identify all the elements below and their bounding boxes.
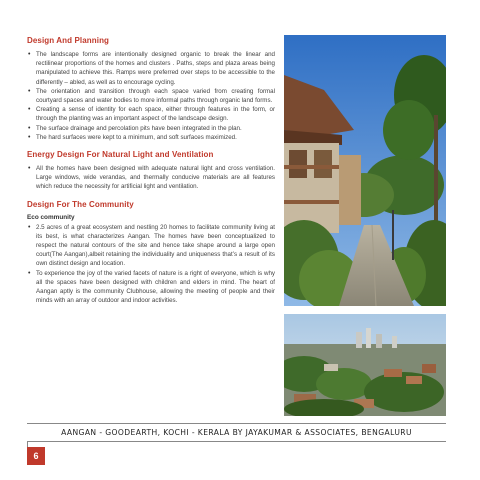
section-community xyxy=(27,200,275,306)
section-design-planning xyxy=(27,36,275,142)
list-item: • To experience the joy of the varied facets of nature is a right of everyone, which is why all the spaces have been designed with children and elders in mind. The heart of Aangan aptly is the community Clubhouse, allowing the meeting of people and their minds with an array of outdoor and indoor activities. xyxy=(27,269,275,306)
bullet-list xyxy=(27,164,275,192)
section-title: Energy Design For Natural Light and Ventilation xyxy=(27,150,214,160)
text-column xyxy=(27,36,275,313)
bullet-list xyxy=(27,223,275,306)
list-item: • 2.5 acres of a great ecosystem and nestling 20 homes to facilitate community living at its best, is what characterizes Aangan. The homes have been conceptualized to respect the natural contours of the site and hence take shape around a large open court(The Aangan),albeit retaining the individuality and uniqueness that’s a result of its own distinct design and location. xyxy=(27,223,275,269)
section-title: Design For The Community xyxy=(27,199,134,209)
list-item: • The surface drainage and percolation pits have been integrated in the plan. xyxy=(27,124,275,133)
list-item: • The landscape forms are intentionally designed organic to break the linear and rectilinear proportions of the homes and clusters . Paths, steps and plaza areas being manipulated to achieve this. Ramps were preferred over steps to be accessible to the differently – abled, as well as to encourage cycling. xyxy=(27,50,275,87)
section-energy-design xyxy=(27,150,275,192)
page-number: 6 xyxy=(27,447,45,465)
footer-caption: AANGAN - GOODEARTH, KOCHI - KERALA BY JAYAKUMAR & ASSOCIATES, BENGALURU xyxy=(61,428,412,437)
section-subtitle: Eco community xyxy=(27,213,75,221)
list-item: • The orientation and transition through each space varied from creating formal courtyard spaces and water bodies to more informal paths through organic land forms. xyxy=(27,87,275,105)
list-item: • Creating a sense of identity for each space, either through features in the form, or through the planting was an important aspect of the landscape design. xyxy=(27,105,275,123)
list-item: • All the homes have been designed with adequate natural light and cross ventilation. Large windows, wide verandas, and thermally conducive materials are all features which reduce the necessity for artificial light and ventilation. xyxy=(27,164,275,192)
footer-divider xyxy=(27,441,446,442)
bullet-list xyxy=(27,50,275,142)
landscape-path-photo xyxy=(284,35,446,306)
list-item: • The hard surfaces were kept to a minimum, and soft surfaces maximized. xyxy=(27,133,275,142)
footer-divider xyxy=(27,423,446,424)
aerial-city-photo xyxy=(284,314,446,416)
section-title: Design And Planning xyxy=(27,36,110,45)
